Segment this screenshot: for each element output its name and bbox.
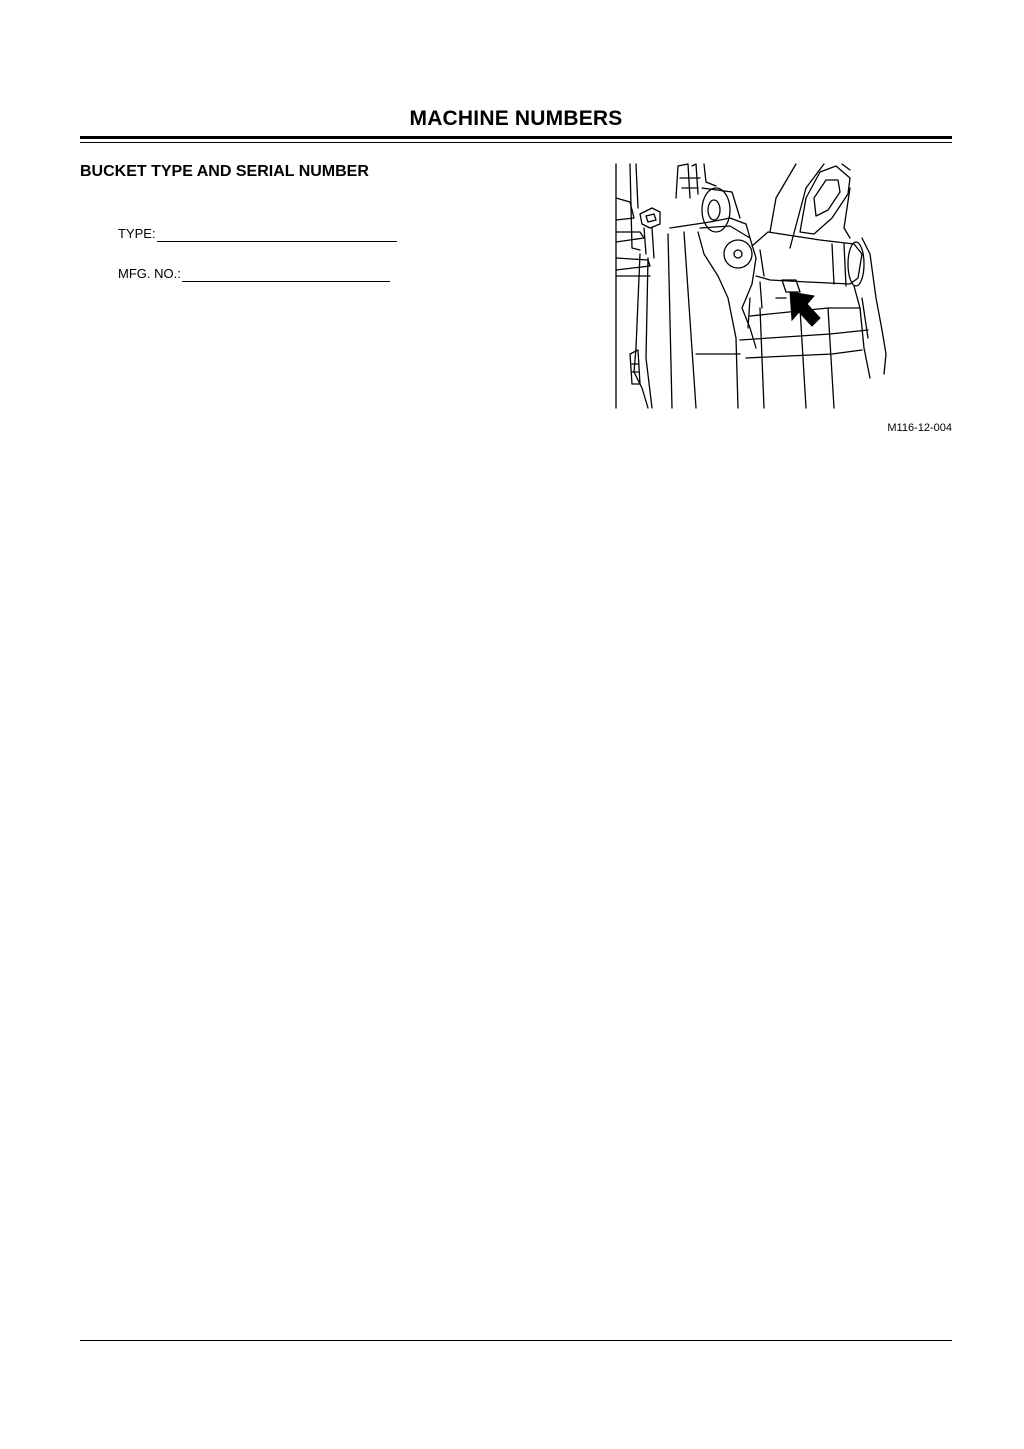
type-blank-line (157, 227, 397, 242)
footer-rule (80, 1340, 952, 1341)
figure-caption: M116-12-004 (887, 422, 952, 434)
section-title: BUCKET TYPE AND SERIAL NUMBER (80, 163, 369, 180)
page-title: MACHINE NUMBERS (409, 107, 623, 130)
mfg-number-label: MFG. NO.: (118, 266, 181, 281)
bucket-linkage-illustration-icon (600, 158, 954, 414)
header-rule-thin (80, 142, 952, 143)
header-rule-thick (80, 136, 952, 139)
type-label: TYPE: (118, 226, 156, 241)
mfg-number-field (118, 266, 390, 282)
bucket-illustration (600, 158, 954, 414)
mfg-number-blank-line (182, 267, 390, 282)
type-field (118, 226, 397, 242)
